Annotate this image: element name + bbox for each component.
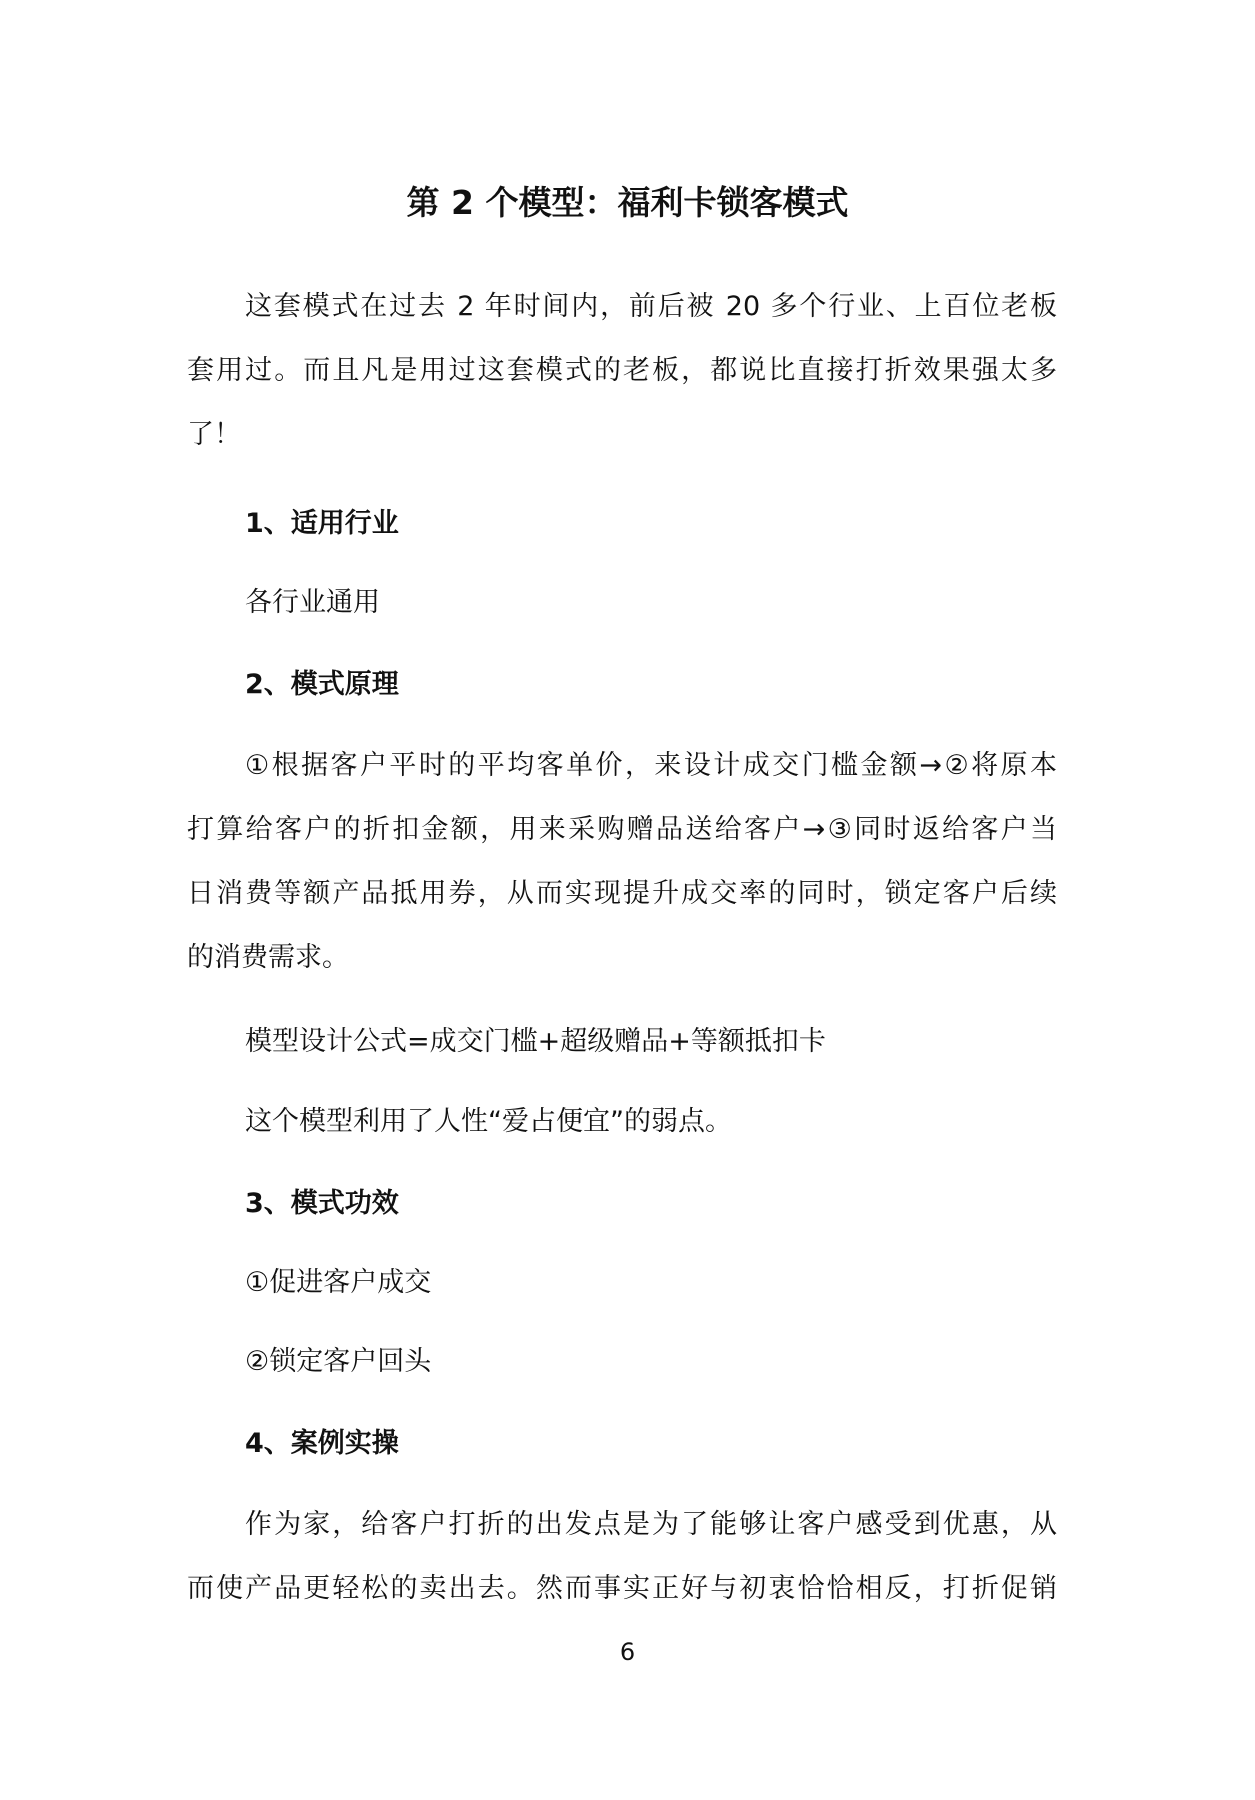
section-2-heading: 2、模式原理	[245, 669, 399, 700]
section-1-body: 各行业通用	[245, 587, 380, 618]
case-line-1: 作为家，给客户打折的出发点是为了能够让客户感受到优惠，从	[245, 1509, 1057, 1540]
effect-item-2: ②锁定客户回头	[245, 1346, 432, 1377]
page-number: 6	[619, 1638, 636, 1666]
intro-line-3: 了！	[187, 419, 241, 450]
case-line-2: 而使产品更轻松的卖出去。然而事实正好与初衷恰恰相反，打折促销	[187, 1573, 1057, 1604]
section-4-heading: 4、案例实操	[245, 1428, 399, 1459]
principle-line-1: ①根据客户平时的平均客单价，来设计成交门槛金额→②将原本	[245, 750, 1057, 781]
formula-text: 模型设计公式=成交门槛+超级赠品+等额抵扣卡	[245, 1026, 826, 1057]
intro-line-2: 套用过。而且凡是用过这套模式的老板，都说比直接打折效果强太多	[187, 355, 1057, 386]
intro-line-1: 这套模式在过去 2 年时间内，前后被 20 多个行业、上百位老板	[245, 291, 1057, 322]
principle-line-2: 打算给客户的折扣金额，用来采购赠品送给客户→③同时返给客户当	[187, 814, 1057, 845]
effect-item-1: ①促进客户成交	[245, 1267, 432, 1298]
section-3-heading: 3、模式功效	[245, 1188, 399, 1219]
page-title: 第 2 个模型：福利卡锁客模式	[406, 183, 849, 222]
principle-line-3: 日消费等额产品抵用券，从而实现提升成交率的同时，锁定客户后续	[187, 878, 1057, 909]
note-text: 这个模型利用了人性“爱占便宜”的弱点。	[245, 1106, 732, 1137]
section-1-heading: 1、适用行业	[245, 508, 399, 539]
principle-line-4: 的消费需求。	[187, 942, 349, 973]
